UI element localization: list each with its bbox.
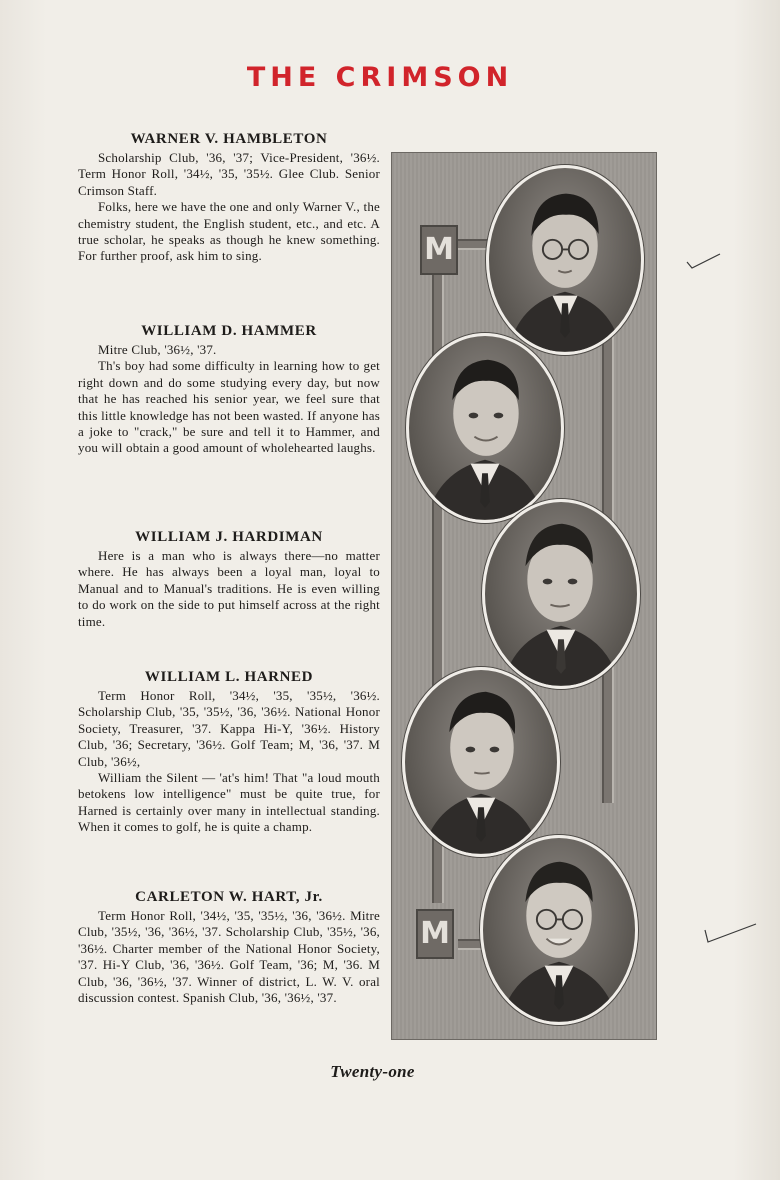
entry-writeup: Here is a man who is always there—no matter where. He has always been a loyal man, loyal to Manual and to Manual's traditions. He is even willing to do work on the side to put himself across at the right time. — [78, 548, 380, 629]
entry-writeup: Folks, here we have the one and only Warner V., the chemistry student, the English student, etc., and etc. A true scholar, he speaks as though he knew something. For further proof, ask him to sing. — [78, 199, 380, 264]
entry-activities: Scholarship Club, '36, '37; Vice-President, '36½. Term Honor Roll, '34½, '35, '35½. Glee Club. Senior Crimson Staff. — [78, 150, 380, 198]
entry-name: WARNER V. HAMBLETON — [130, 131, 328, 147]
entry-activities: Term Honor Roll, '34½, '35, '35½, '36½. Scholarship Club, '35, '35½, '36, '36½. National Honor Society, Treasurer, '37. Kappa Hi-Y, '36½. History Club, '36; Secretary, '36½. Golf Team; M, '36, '37. M Club, '36½, — [78, 688, 380, 769]
entry-hammer — [78, 322, 380, 526]
entry-harned — [78, 668, 380, 886]
entry-name: WILLIAM L. HARNED — [144, 669, 314, 685]
entry-hart — [78, 888, 380, 1006]
portrait-figure — [485, 502, 637, 686]
entry-activities: Mitre Club, '36½, '37. — [98, 342, 217, 357]
portrait-panel — [391, 152, 657, 1040]
portrait-hart — [480, 835, 638, 1025]
page-number: Twenty-one — [330, 1062, 415, 1081]
portrait-hammer — [406, 333, 564, 523]
pencil-check-mark — [684, 250, 724, 272]
entry-name: WILLIAM D. HAMMER — [141, 323, 317, 339]
biography-column — [78, 130, 380, 1008]
portrait-figure — [483, 838, 635, 1022]
decorative-bar — [458, 239, 488, 250]
entry-name: WILLIAM J. HARDIMAN — [135, 529, 323, 545]
portrait-figure — [489, 168, 641, 352]
entry-hardiman — [78, 528, 380, 666]
page-title: THE CRIMSON — [246, 62, 514, 93]
portrait-figure — [405, 670, 557, 854]
portrait-harned — [402, 667, 560, 857]
entry-writeup: William the Silent — 'at's him! That "a loud mouth betokens low intelligence" must be quite true, for Harned is certainly over many in intellectual standing. When it comes to golf, he is quite a champ. — [78, 770, 380, 835]
portrait-hambleton — [486, 165, 644, 355]
entry-name: CARLETON W. HART, Jr. — [135, 889, 323, 905]
entry-hambleton — [78, 130, 380, 320]
m-emblem: M — [416, 909, 454, 959]
entry-writeup: Th's boy had some difficulty in learning how to get right down and do some studying every day, but now that he has reached his senior year, we feel sure that this little knowledge has not been wasted. If anyone has a joke to "crack," be sure and tell it to Hammer, and you will obtain a good amount of wholehearted laughs. — [78, 358, 380, 456]
portrait-figure — [409, 336, 561, 520]
entry-activities: Term Honor Roll, '34½, '35, '35½, '36, '36½. Mitre Club, '35½, '36, '36½, '37. Scholarship Club, '35½, '36, '36½. Charter member of the National Honor Society, '37. Hi-Y Club, '36, '36½. Golf Team, '36; M, '36. M Club, '36, '36½, '37. Winner of district, L. W. V. oral discussion contest. Spanish Club, '36, '36½, '37. — [78, 908, 380, 1006]
m-emblem: M — [420, 225, 458, 275]
pencil-check-mark — [702, 922, 758, 946]
portrait-hardiman — [482, 499, 640, 689]
